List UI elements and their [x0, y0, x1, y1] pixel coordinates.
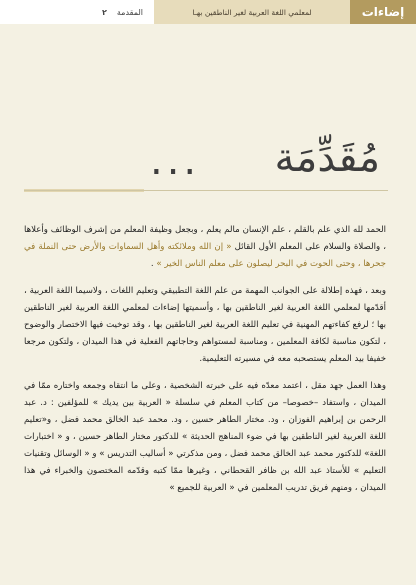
- title-word: مُقَدِّمَة: [274, 135, 380, 181]
- body-text: [24, 222, 386, 507]
- book-brand: إضاءات: [350, 0, 416, 24]
- paragraph-3: وهذا العمل جهد مقل ، اعتمد معدّه فيه على خبرته الشخصية ، وعلى ما انتقاه وجمعه واختاره ممّا في الميدان ، واستفاد –خصوصا– من كتاب المعلم في سلسلة « العربية بين يديك » للمؤلفين : د. عبد الرحمن بن إبراهيم الفوزان ، ود. مختار الطاهر حسين ، ود. محمد عبد الخالق محمد فضل ، و«تعليم اللغة العربية لغير الناطقين بها في ضوء المناهج الحديثة » للدكتور مختار الطاهر حسين ، و « اختبارات اللغة» للدكتور محمد عبد الخالق محمد فضل ، ومن مذكرتي « أساليب التدريس » و « الوسائل وتقنيات التعليم » للأستاذ عبد الله بن ظافر القحطاني ، وغيرها ممّا كتبه وقدّمه المختصون والخبراء في هذا الميدان ، ومنهم فريق تدريب المعلمين في « العربية للجميع »: [24, 381, 386, 493]
- hadith-quote: « إن الله وملائكته وأهل السماوات والأرض حتى النملة في جحرها ، وحتى الحوت في البحر ليصلون على معلم الناس الخير »: [24, 242, 386, 269]
- paragraph-1: [24, 222, 386, 273]
- page-header: [0, 0, 416, 24]
- title-underline: [24, 190, 388, 191]
- page-number: ٢: [102, 7, 107, 17]
- paragraph-2: وبعد ، فهذه إطلالة على الجوانب المهمة من علم اللغة التطبيقي وتعليم اللغات ، ولاسيما اللغة العربية ، أقدّمها لمعلمي اللغة العربية لغير الناطقين بها ، وأسميتها إضاءات لمعلمي اللغة العربية لغير الناطقين بها ؛ لرفع كفاءتهم المهنية في تعليم اللغة العربية لغير الناطقين بها ، وقد توخيت فيها الاختصار والوضوح ، لتكون مناسبة لكافة المعلمين ، ومناسبة لمستواهم وحاجاتهم الفعلية في هذا الميدان ، ولتكون مرجعا خفيفا بيد المعلم يستصحبه معه في مسيرته التعليمية.: [24, 286, 386, 364]
- book-subtitle: لمعلمي اللغة العربية لغير الناطقين بهـا: [153, 0, 350, 24]
- section-name: المقدمة: [116, 7, 143, 17]
- paragraph-1-text: الحمد لله الذي علم بالقلم ، علم الإنسان مالم يعلم ، وبجعل وظيفة المعلم من إشرف الوظائف وأعلاها ، والصلاة والسلام على المعلم الأول القائل: [24, 225, 387, 252]
- title-ellipsis: ...: [150, 138, 201, 184]
- paragraph-1-end: .: [150, 259, 157, 269]
- section-info: [0, 0, 153, 24]
- chapter-title: [0, 128, 416, 218]
